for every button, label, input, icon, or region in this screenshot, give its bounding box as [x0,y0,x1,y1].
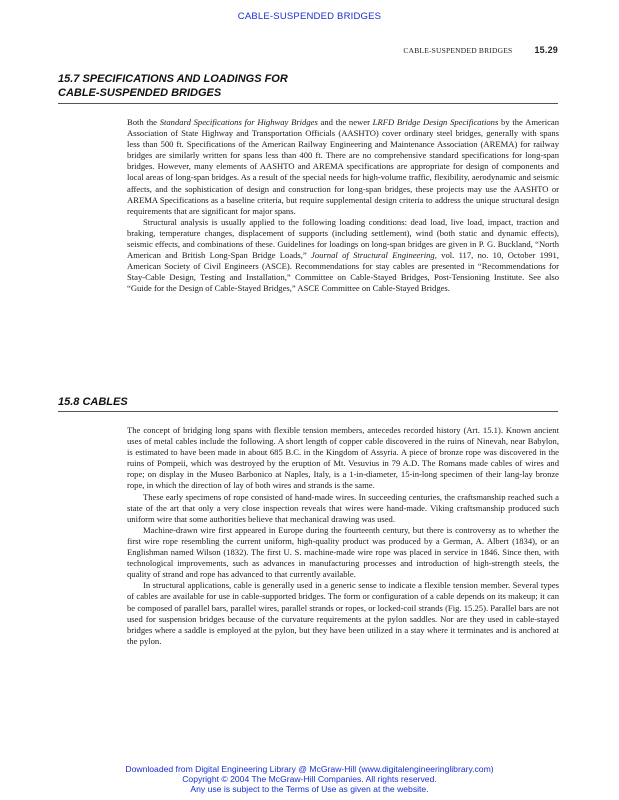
running-head [403,45,558,55]
page-number: 15.29 [534,45,558,55]
section-15-7-rule [58,103,558,104]
section-15-8-paragraph-2: These early specimens of rope consisted of hand-made wires. In succeeding centuries, the craftsmanship reached such a state of the art that only a very close inspection reveals that wires were hand-made. Viking craftsmanship produced such uniform wire that some authorities believe that mechanical drawing was used. [127,491,559,524]
copyright-footer [0,764,619,794]
section-15-7-paragraph-2: Structural analysis is usually applied to the following loading conditions: dead load, live load, impact, traction and braking, temperature changes, displacement of supports (including settlement), wind (both static and dynamic effects), seismic effects, and combinations of these. Guidelines for loadings on long-span bridges are given in P. G. Buckland, “North American and British Long-Span Bridge Loads,” Journal of Structural Engineering, vol. 117, no. 10, October 1991, American Society of Civil Engineers (ASCE). Recommendations for stay cables are presented in “Recommendations for Stay-Cable Design, Testing and Installation,” Committee on Cable-Stayed Bridges, Post-Tensioning Institute. See also “Guide for the Design of Cable-Stayed Bridges,” ASCE Committee on Cable-Stayed Bridges. [127,216,560,294]
section-15-7-heading [58,72,288,100]
footer-terms: Any use is subject to the Terms of Use as given at the website. [190,784,429,794]
footer-copyright: Copyright © 2004 The McGraw-Hill Companies. All rights reserved. [182,774,437,784]
section-15-8-heading: 15.8 CABLES [58,396,128,408]
section-15-7-title-line1: 15.7 SPECIFICATIONS AND LOADINGS FOR [58,73,288,85]
section-15-7-paragraph-1: Both the Standard Specifications for Highway Bridges and the newer LRFD Bridge Design Specifications by the American Association of State Highway and Transportation Officials (AASHTO) cover ordinary steel bridges, generally with spans less than 500 ft. Specifications of the American Railway Engineering and Maintenance Association (AREMA) for railway bridges are similarly written for spans less than 400 ft. There are no comprehensive standard specifications for long-span bridges. However, many elements of AASHTO and AREMA specifications are appropriate for design of components and local areas of long-span bridges. As a result of the special needs for high-volume traffic, flexibility, aerodynamic and seismic affects, and the sophistication of design and construction for long-span bridges, these projects may use the AASHTO or AREMA Specifications as a baseline criteria, but require supplemental design criteria to address the unique structural design requirements that are significant for major spans. [127,117,560,216]
section-15-8-rule [58,411,558,412]
section-15-8-body [127,425,559,647]
section-15-8-paragraph-3: Machine-drawn wire first appeared in Europe during the fourteenth century, but there is controversy as to whether the first wire rope resembling the current uniform, high-quality product was produced by a German, A. Albert (1834), or an Englishman named Wilson (1832). The first U. S. machine-made wire rope was placed in service in 1846. Since then, with technological improvements, such as advances in manufacturing processes and introduction of high-strength steels, the quality of strand and rope has advanced to that currently available. [127,524,559,580]
section-15-7-body [127,117,559,295]
running-head-title: CABLE-SUSPENDED BRIDGES [403,46,513,55]
section-15-7-title-line2: CABLE-SUSPENDED BRIDGES [58,87,222,99]
section-15-8-paragraph-4: In structural applications, cable is generally used in a generic sense to indicate a flexible tension member. Several types of cables are available for use in cable-supported bridges. The form or configuration of a cable depends on its makeup; it can be composed of parallel bars, parallel wires, parallel strands or ropes, or locked-coil strands (Fig. 15.25). Parallel bars are not used for suspension bridges because of the curvature requirements at the pylon saddles. Nor are they used in cable-stayed bridges where a saddle is employed at the pylon, but they have been utilized in a stay where it terminates and is anchored at the pylon. [127,580,559,646]
section-15-8-paragraph-1: The concept of bridging long spans with flexible tension members, antecedes recorded history (Art. 15.1). Known ancient uses of metal cables include the following. A short length of copper cable discovered in the ruins of Ninevah, near Babylon, is estimated to have been made in about 685 B.C. in the Kingdom of Assyria. A piece of bronze rope was discovered in the ruins of Pompeii, which was destroyed by the eruption of Mt. Vesuvius in 79 A.D. The Romans made cables of wires and rope; on display in the Museo Barbonico at Naples, Italy, is a 1-in-diameter, 15-in-long specimen of their lang-lay bronze rope, in which the direction of lay of both wires and strands is the same. [127,425,559,491]
document-banner: CABLE-SUSPENDED BRIDGES [237,11,382,22]
footer-download-link[interactable]: Downloaded from Digital Engineering Library @ McGraw-Hill (www.digitalengineeringlibrary.com) [125,764,494,774]
